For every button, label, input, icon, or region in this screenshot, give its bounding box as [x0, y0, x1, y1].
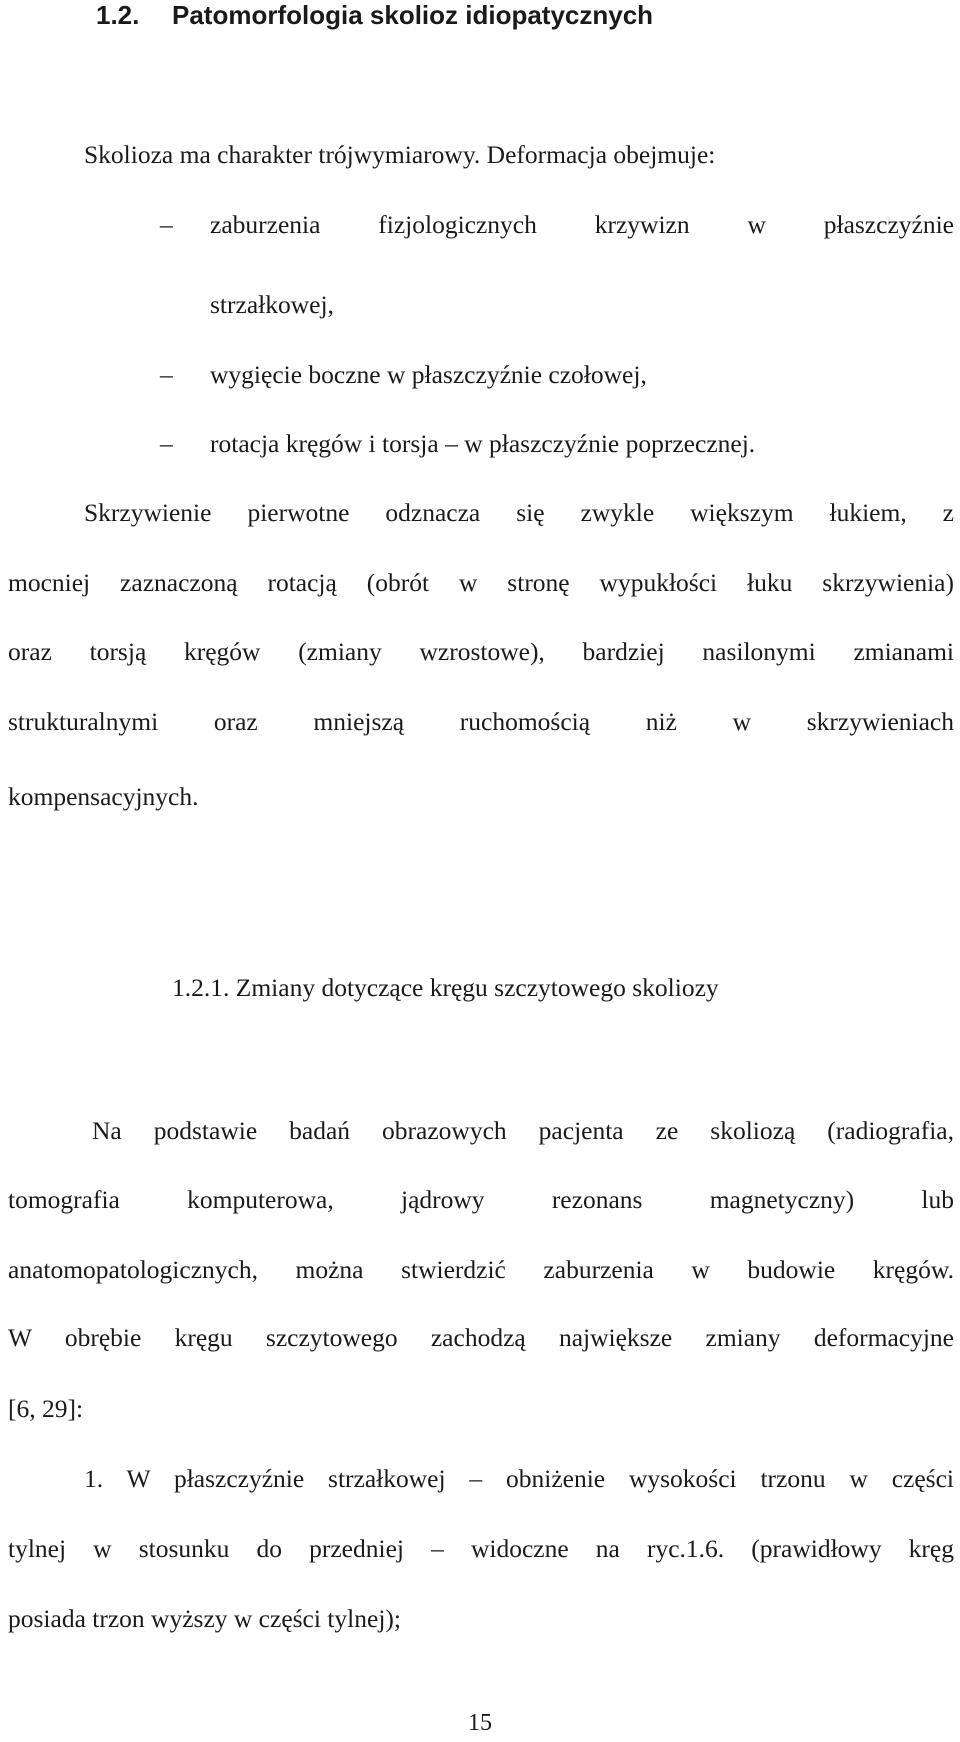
section-title: Patomorfologia skolioz idiopatycznych: [172, 0, 654, 30]
list-item-1-line-1: zaburzenia fizjologicznych krzywizn w płaszczyźnie: [210, 210, 954, 239]
paragraph-1-line-1: Skrzywienie pierwotne odznacza się zwykle większym łukiem, z: [84, 498, 954, 527]
point-1-line-3: posiada trzon wyższy w części tylnej);: [8, 1604, 401, 1633]
point-1-line-1: 1. W płaszczyźnie strzałkowej – obniżenie wysokości trzonu w części: [84, 1464, 954, 1493]
paragraph-2-line-4: W obrębie kręgu szczytowego zachodzą największe zmiany deformacyjne: [8, 1323, 954, 1352]
list-dash: –: [160, 210, 173, 239]
section-number: 1.2.: [96, 0, 140, 30]
list-dash: –: [160, 360, 173, 389]
section-heading: [96, 0, 653, 30]
paragraph-2-line-2: tomografia komputerowa, jądrowy rezonans magnetyczny) lub: [8, 1185, 954, 1214]
paragraph-1-line-2: mocniej zaznaczoną rotacją (obrót w stronę wypukłości łuku skrzywienia): [8, 568, 954, 597]
paragraph-1-line-5: kompensacyjnych.: [8, 782, 199, 811]
list-item-3: rotacja kręgów i torsja – w płaszczyźnie poprzecznej.: [210, 429, 756, 458]
paragraph-2-line-5: [6, 29]:: [8, 1394, 84, 1423]
list-dash: –: [160, 429, 173, 458]
list-item-2: wygięcie boczne w płaszczyźnie czołowej,: [210, 360, 647, 389]
page-number: 15: [468, 1710, 492, 1736]
paragraph-1-line-3: oraz torsją kręgów (zmiany wzrostowe), bardziej nasilonymi zmianami: [8, 637, 954, 666]
paragraph-1-line-4: strukturalnymi oraz mniejszą ruchomością niż w skrzywieniach: [8, 707, 954, 736]
subsection-heading: 1.2.1. Zmiany dotyczące kręgu szczytowego skoliozy: [172, 973, 719, 1002]
paragraph-2-line-1: Na podstawie badań obrazowych pacjenta ze skoliozą (radiografia,: [92, 1116, 954, 1145]
list-item-1-line-2: strzałkowej,: [210, 290, 334, 319]
point-1-line-2: tylnej w stosunku do przedniej – widoczne na ryc.1.6. (prawidłowy kręg: [8, 1534, 954, 1563]
paragraph-2-line-3: anatomopatologicznych, można stwierdzić zaburzenia w budowie kręgów.: [8, 1255, 954, 1284]
intro-text: Skolioza ma charakter trójwymiarowy. Deformacja obejmuje:: [84, 140, 716, 169]
